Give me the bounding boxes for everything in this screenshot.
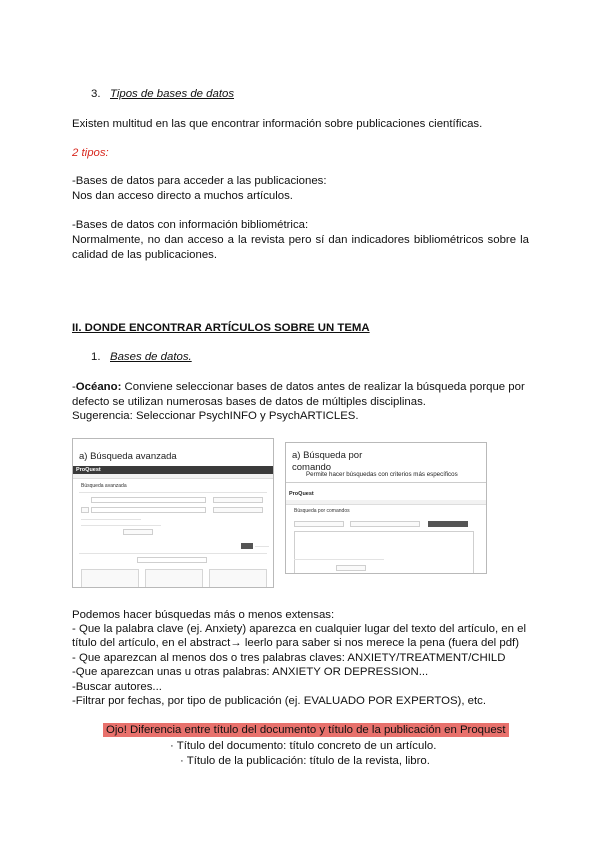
- oceano-prefix: -: [72, 381, 76, 393]
- command-search-caption-sub: Permite hacer búsquedas con criterios más específicos: [306, 471, 458, 478]
- command-textarea[interactable]: [294, 531, 474, 574]
- date-select-right[interactable]: [336, 565, 366, 571]
- boolean-operator-select[interactable]: [81, 507, 89, 513]
- type2-desc-line1: Normalmente, no dan acceso a la revista pero sí dan indicadores bibliométricos sobre la: [72, 234, 529, 246]
- proquest-header-bar: [73, 466, 273, 474]
- search-field-1-select[interactable]: [213, 497, 263, 503]
- filter-panel-1[interactable]: [81, 569, 139, 588]
- search-item-1-line1: - Que la palabra clave (ej. Anxiety) aparezca en cualquier lugar del texto del artículo, en el: [72, 623, 526, 635]
- oceano-line1: [72, 380, 525, 395]
- advanced-search-form-title: Búsqueda avanzada: [81, 483, 127, 489]
- type1-desc: Nos dan acceso directo a muchos artículos.: [72, 190, 293, 202]
- section3-intro: Existen multitud en las que encontrar información sobre publicaciones científicas.: [72, 118, 483, 130]
- date-select[interactable]: [123, 529, 153, 535]
- subsection-number: 1.: [91, 351, 101, 363]
- searches-intro: Podemos hacer búsquedas más o menos extensas:: [72, 609, 335, 621]
- note-line1: · Título del documento: título concreto de un artículo.: [170, 740, 437, 752]
- command-search-caption-l1: a) Búsqueda por: [292, 450, 363, 461]
- search-field-2-select[interactable]: [213, 507, 263, 513]
- proquest-nav-right: [286, 500, 486, 505]
- operator-select[interactable]: [350, 521, 420, 527]
- search-item-2: - Que aparezcan al menos dos o tres palabras claves: ANXIETY/TREATMENT/CHILD: [72, 652, 506, 664]
- types-label: 2 tipos:: [72, 147, 109, 159]
- subsection-title: Bases de datos.: [110, 351, 192, 363]
- command-search-caption-l2: comando: [292, 462, 332, 473]
- search-field-1[interactable]: [91, 497, 206, 503]
- filter-panel-3[interactable]: [209, 569, 267, 588]
- oceano-text: Conviene seleccionar bases de datos antes de realizar la búsqueda porque por: [121, 381, 525, 393]
- proquest-logo: ProQuest: [76, 467, 101, 473]
- proquest-nav: [73, 474, 273, 479]
- field-select[interactable]: [294, 521, 344, 527]
- oceano-line2: defecto se utilizan numerosas bases de datos de múltiples disciplinas.: [72, 396, 426, 408]
- search-item-3: -Que aparezcan unas u otras palabras: ANXIETY OR DEPRESSION...: [72, 666, 429, 678]
- section3-title: Tipos de bases de datos: [110, 88, 235, 100]
- author-field[interactable]: [137, 557, 207, 563]
- add-to-search-button[interactable]: [428, 521, 468, 527]
- command-search-screenshot: [285, 442, 487, 574]
- type2-desc-line2: calidad de las publicaciones.: [72, 249, 218, 261]
- search-item-1-line2: título del artículo, en el abstract→ leerlo para saber si nos merece la pena (fuera del pdf): [72, 637, 520, 649]
- search-button[interactable]: [241, 543, 253, 549]
- proquest-logo-right: ProQuest: [289, 491, 314, 497]
- advanced-search-screenshot: [72, 438, 274, 588]
- search-item-5: -Filtrar por fechas, por tipo de publicación (ej. EVALUADO POR EXPERTOS), etc.: [72, 695, 487, 707]
- section3-number: 3.: [91, 88, 101, 100]
- oceano-label: Océano:: [75, 381, 122, 393]
- command-search-form-title: Búsqueda por comandos: [294, 508, 350, 514]
- type2-title: -Bases de datos con información bibliométrica:: [72, 219, 309, 231]
- search-field-2[interactable]: [91, 507, 206, 513]
- advanced-search-caption: a) Búsqueda avanzada: [79, 451, 177, 462]
- section2-heading: II. DONDE ENCONTRAR ARTÍCULOS SOBRE UN TEMA: [72, 322, 370, 334]
- sugerencia: Sugerencia: Seleccionar PsychINFO y PsychARTICLES.: [72, 410, 359, 422]
- highlight-note: Ojo! Diferencia entre título del documento y título de la publicación en Proquest: [103, 723, 509, 737]
- filter-panel-2[interactable]: [145, 569, 203, 588]
- search-item-4: -Buscar autores...: [72, 681, 162, 693]
- note-line2: · Título de la publicación: título de la revista, libro.: [180, 755, 430, 767]
- type1-title: -Bases de datos para acceder a las publicaciones:: [72, 175, 327, 187]
